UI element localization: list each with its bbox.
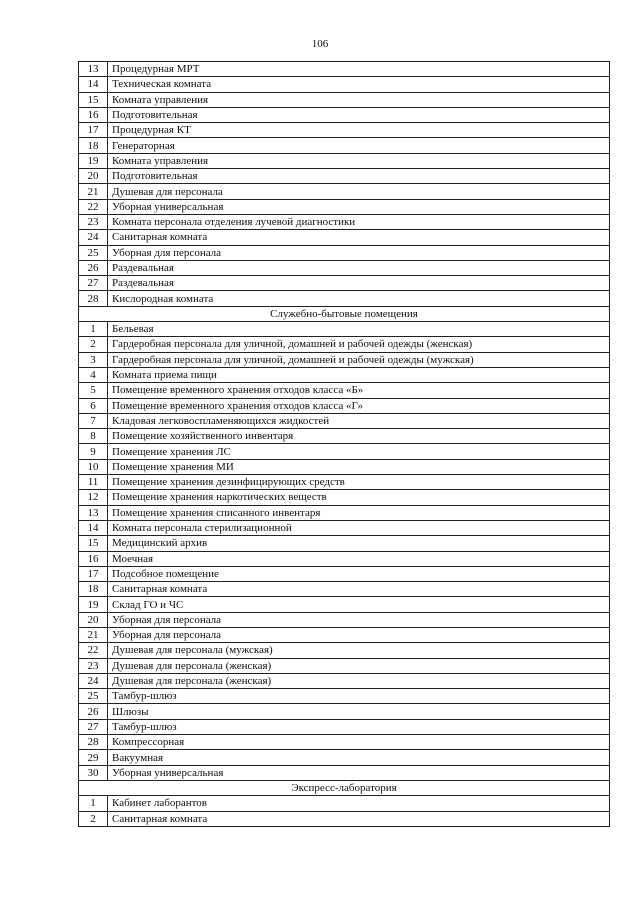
table-row	[79, 62, 610, 77]
table-row	[79, 230, 610, 245]
room-name: Медицинский архив	[108, 536, 610, 551]
section-title: Служебно-бытовые помещения	[79, 306, 610, 321]
row-number: 3	[79, 352, 108, 367]
row-number: 1	[79, 322, 108, 337]
room-name: Гардеробная персонала для уличной, домашней и рабочей одежды (мужская)	[108, 352, 610, 367]
room-name: Процедурная МРТ	[108, 62, 610, 77]
room-name: Комната приема пищи	[108, 367, 610, 382]
room-name: Бельевая	[108, 322, 610, 337]
table-row	[79, 123, 610, 138]
room-name: Шлюзы	[108, 704, 610, 719]
table-row	[79, 520, 610, 535]
row-number: 25	[79, 689, 108, 704]
room-name: Комната управления	[108, 92, 610, 107]
room-name: Помещение хранения списанного инвентаря	[108, 505, 610, 520]
room-name: Помещение хранения дезинфицирующих средств	[108, 475, 610, 490]
room-name: Уборная универсальная	[108, 199, 610, 214]
row-number: 26	[79, 704, 108, 719]
room-name: Процедурная КТ	[108, 123, 610, 138]
row-number: 15	[79, 92, 108, 107]
room-name: Вакуумная	[108, 750, 610, 765]
table-row	[79, 673, 610, 688]
room-name: Душевая для персонала	[108, 184, 610, 199]
room-name: Санитарная комната	[108, 582, 610, 597]
table-row	[79, 505, 610, 520]
row-number: 2	[79, 811, 108, 826]
row-number: 6	[79, 398, 108, 413]
table-row	[79, 551, 610, 566]
room-name: Тамбур-шлюз	[108, 689, 610, 704]
row-number: 27	[79, 719, 108, 734]
row-number: 14	[79, 77, 108, 92]
room-name: Помещение хозяйственного инвентаря	[108, 429, 610, 444]
room-name: Помещение временного хранения отходов класса «Г»	[108, 398, 610, 413]
room-name: Кабинет лаборантов	[108, 796, 610, 811]
table-row	[79, 77, 610, 92]
row-number: 25	[79, 245, 108, 260]
row-number: 28	[79, 291, 108, 306]
row-number: 9	[79, 444, 108, 459]
table-row	[79, 444, 610, 459]
room-name: Помещение хранения ЛС	[108, 444, 610, 459]
row-number: 20	[79, 612, 108, 627]
row-number: 16	[79, 107, 108, 122]
room-name: Комната персонала стерилизационной	[108, 520, 610, 535]
row-number: 2	[79, 337, 108, 352]
row-number: 18	[79, 138, 108, 153]
room-name: Уборная для персонала	[108, 245, 610, 260]
row-number: 18	[79, 582, 108, 597]
row-number: 22	[79, 199, 108, 214]
table-row	[79, 199, 610, 214]
room-name: Компрессорная	[108, 735, 610, 750]
room-name: Техническая комната	[108, 77, 610, 92]
table-row	[79, 429, 610, 444]
table-row	[79, 643, 610, 658]
table-row	[79, 107, 610, 122]
table-row	[79, 214, 610, 229]
room-name: Генераторная	[108, 138, 610, 153]
room-name: Помещение хранения наркотических веществ	[108, 490, 610, 505]
table-row	[79, 811, 610, 826]
table-row	[79, 260, 610, 275]
row-number: 19	[79, 597, 108, 612]
row-number: 7	[79, 413, 108, 428]
room-name: Подготовительная	[108, 107, 610, 122]
table-row	[79, 719, 610, 734]
table-row	[79, 383, 610, 398]
rooms-table	[78, 61, 610, 827]
row-number: 21	[79, 184, 108, 199]
table-row	[79, 367, 610, 382]
table-row	[79, 735, 610, 750]
row-number: 4	[79, 367, 108, 382]
table-row	[79, 169, 610, 184]
room-name: Склад ГО и ЧС	[108, 597, 610, 612]
room-name: Уборная универсальная	[108, 765, 610, 780]
table-row	[79, 322, 610, 337]
room-name: Помещение временного хранения отходов класса «Б»	[108, 383, 610, 398]
row-number: 26	[79, 260, 108, 275]
room-name: Раздевальная	[108, 260, 610, 275]
room-name: Моечная	[108, 551, 610, 566]
room-name: Уборная для персонала	[108, 627, 610, 642]
row-number: 27	[79, 276, 108, 291]
table-row	[79, 627, 610, 642]
room-name: Гардеробная персонала для уличной, домашней и рабочей одежды (женская)	[108, 337, 610, 352]
table-row	[79, 796, 610, 811]
table-row	[79, 291, 610, 306]
row-number: 22	[79, 643, 108, 658]
table-row	[79, 566, 610, 581]
row-number: 28	[79, 735, 108, 750]
table-row	[79, 536, 610, 551]
row-number: 17	[79, 123, 108, 138]
room-name: Тамбур-шлюз	[108, 719, 610, 734]
row-number: 15	[79, 536, 108, 551]
table-row	[79, 138, 610, 153]
row-number: 19	[79, 153, 108, 168]
room-name: Кислородная комната	[108, 291, 610, 306]
table-row	[79, 459, 610, 474]
row-number: 16	[79, 551, 108, 566]
table-row	[79, 153, 610, 168]
table-row	[79, 475, 610, 490]
table-row	[79, 704, 610, 719]
row-number: 20	[79, 169, 108, 184]
table-row	[79, 337, 610, 352]
room-name: Душевая для персонала (женская)	[108, 658, 610, 673]
row-number: 14	[79, 520, 108, 535]
room-name: Санитарная комната	[108, 811, 610, 826]
table-row	[79, 184, 610, 199]
room-name: Комната управления	[108, 153, 610, 168]
table-row	[79, 582, 610, 597]
room-name: Раздевальная	[108, 276, 610, 291]
row-number: 8	[79, 429, 108, 444]
table-row	[79, 750, 610, 765]
table-row	[79, 689, 610, 704]
table-row	[79, 398, 610, 413]
row-number: 23	[79, 658, 108, 673]
row-number: 24	[79, 230, 108, 245]
table-row	[79, 413, 610, 428]
room-name: Санитарная комната	[108, 230, 610, 245]
table-row	[79, 92, 610, 107]
room-name: Кладовая легковоспламеняющихся жидкостей	[108, 413, 610, 428]
room-name: Помещение хранения МИ	[108, 459, 610, 474]
page-number: 106	[311, 38, 329, 50]
row-number: 17	[79, 566, 108, 581]
row-number: 29	[79, 750, 108, 765]
room-name: Уборная для персонала	[108, 612, 610, 627]
row-number: 24	[79, 673, 108, 688]
row-number: 13	[79, 505, 108, 520]
room-name: Душевая для персонала (женская)	[108, 673, 610, 688]
row-number: 12	[79, 490, 108, 505]
table-row	[79, 276, 610, 291]
table-row	[79, 245, 610, 260]
row-number: 30	[79, 765, 108, 780]
row-number: 5	[79, 383, 108, 398]
room-name: Душевая для персонала (мужская)	[108, 643, 610, 658]
room-name: Подготовительная	[108, 169, 610, 184]
room-name: Подсобное помещение	[108, 566, 610, 581]
section-header-row	[79, 780, 610, 795]
row-number: 1	[79, 796, 108, 811]
row-number: 11	[79, 475, 108, 490]
table-row	[79, 597, 610, 612]
section-title: Экспресс-лаборатория	[79, 780, 610, 795]
table-row	[79, 612, 610, 627]
row-number: 10	[79, 459, 108, 474]
table-row	[79, 352, 610, 367]
room-name: Комната персонала отделения лучевой диагностики	[108, 214, 610, 229]
row-number: 21	[79, 627, 108, 642]
row-number: 13	[79, 62, 108, 77]
rooms-table-body	[79, 62, 610, 827]
section-header-row	[79, 306, 610, 321]
table-row	[79, 658, 610, 673]
row-number: 23	[79, 214, 108, 229]
table-row	[79, 765, 610, 780]
table-row	[79, 490, 610, 505]
